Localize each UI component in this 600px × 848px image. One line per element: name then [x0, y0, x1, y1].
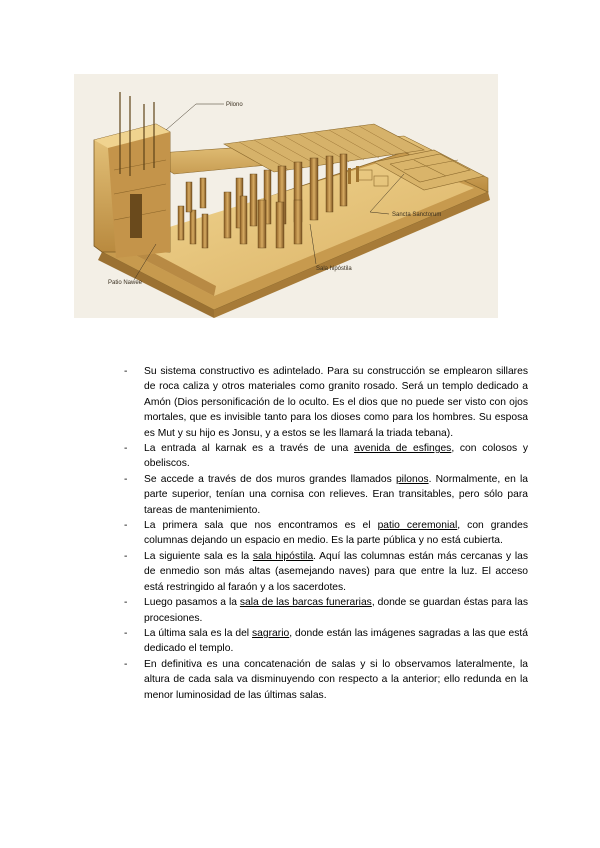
term-avenida-de-esfinges: avenida de esfinges	[354, 443, 452, 455]
item-text: Luego pasamos a la sala de las barcas funerarias, donde se guardan éstas para las procesiones.	[144, 597, 528, 624]
bullet-list	[124, 364, 528, 703]
item-text: En definitiva es una concatenación de salas y si lo observamos lateralmente, la altura de cada sala va disminuyendo con respecto a la anterior; ello redunda en la menor luminosidad de las últimas salas.	[144, 658, 528, 701]
list-item	[124, 549, 528, 595]
list-item	[124, 626, 528, 657]
bullet-dash: -	[124, 520, 128, 532]
term-sagrario: sagrario	[252, 627, 290, 639]
item-text: La entrada al karnak es a través de una avenida de esfinges, con colosos y obeliscos.	[144, 443, 528, 470]
item-text: La última sala es la del sagrario, donde están las imágenes sagradas a las que está dedicado el templo.	[144, 627, 528, 655]
term-sala-barcas-funerarias: sala de las barcas funerarias	[239, 597, 372, 609]
term-pilonos: pilonos	[395, 473, 429, 485]
label-patio: Patio Nawee	[108, 280, 143, 286]
label-sala-hipostila: Sala hipóstila	[316, 266, 352, 272]
list-item	[124, 657, 528, 703]
bullet-dash: -	[124, 366, 128, 377]
item-text: Su sistema constructivo es adintelado. Para su construcción se emplearon sillares de roca caliza y otros materiales como granito rosado. Será un templo dedicado a Amón (Dios personificación de lo oculto. Es el dios que no puede ser visto con ojos mortales, que es invisible tanto para los dioses como para los hombres. Su esposa es Mut y su hijo es Jonsu, y a estos se les llamará la triada tebana).	[144, 366, 528, 439]
bullet-dash: -	[124, 473, 128, 485]
label-sancta-sanctorum: Sancta Sanctorum	[392, 212, 442, 218]
temple-illustration	[74, 74, 498, 318]
bullet-dash: -	[124, 550, 128, 562]
term-sala-hipostila: sala hipóstila	[252, 550, 314, 562]
bullet-dash: -	[124, 597, 128, 609]
item-text: Se accede a través de dos muros grandes llamados pilonos. Normalmente, en la parte superior, tenían una cornisa con relieves. Eran transitables, pero sólo para tareas de mantenimiento.	[144, 473, 528, 516]
list-item	[124, 595, 528, 626]
list-item	[124, 518, 528, 549]
list-item	[124, 472, 528, 518]
term-patio-ceremonial: patio ceremonial	[377, 520, 458, 532]
item-text: La siguiente sala es la sala hipóstila. Aquí las columnas están más cercanas y las de enmedio son más altas (asemejando naves) para que entre la luz. El acceso está restringido al faraón y a los sacerdotes.	[144, 550, 528, 593]
label-pilono: Pilono	[226, 102, 243, 108]
list-item	[124, 441, 528, 472]
bullet-dash: -	[124, 627, 128, 639]
bullet-dash: -	[124, 658, 128, 670]
item-text: La primera sala que nos encontramos es el patio ceremonial, con grandes columnas dejando un espacio en medio. Es la parte pública y no está cubierta.	[144, 520, 529, 547]
bullet-dash: -	[124, 443, 128, 455]
temple-cutaway-drawing	[74, 74, 498, 318]
list-item	[124, 364, 528, 441]
